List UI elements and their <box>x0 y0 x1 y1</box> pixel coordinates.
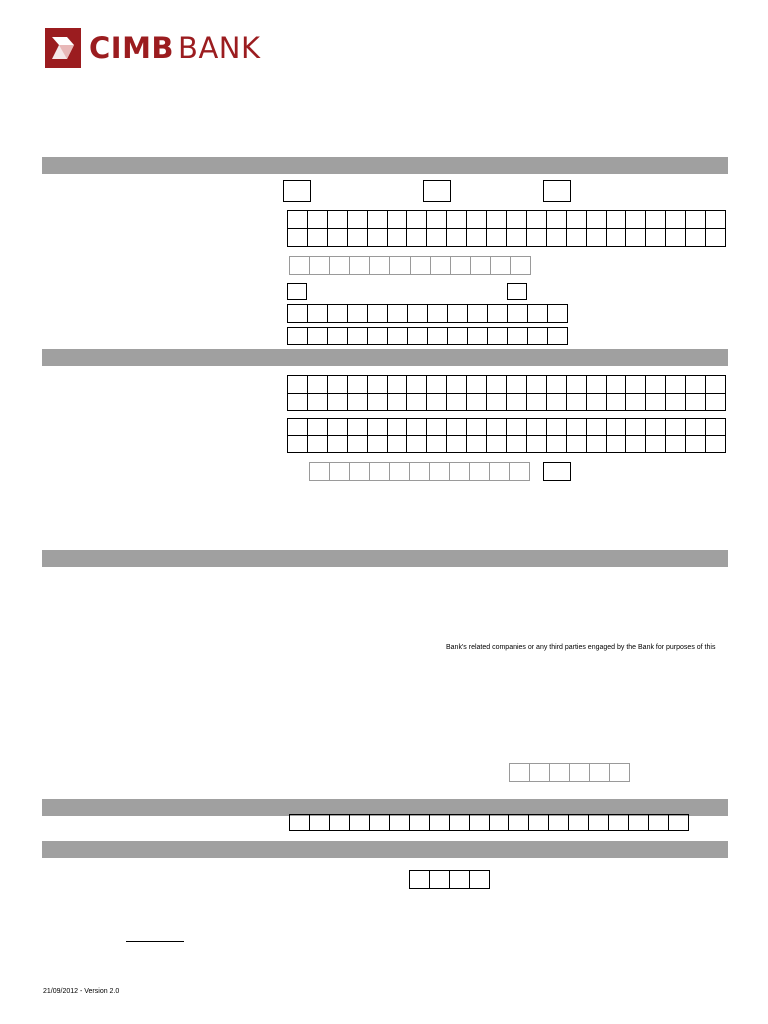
input-cell[interactable] <box>390 815 410 831</box>
input-cell[interactable] <box>407 211 427 229</box>
name-field-grid[interactable] <box>287 210 726 247</box>
input-cell[interactable] <box>407 229 427 247</box>
input-cell[interactable] <box>427 376 447 394</box>
input-cell[interactable] <box>328 328 348 345</box>
input-cell[interactable] <box>527 436 547 453</box>
input-cell[interactable] <box>510 463 530 481</box>
input-cell[interactable] <box>328 436 348 453</box>
input-cell[interactable] <box>587 211 607 229</box>
input-cell[interactable] <box>666 376 686 394</box>
input-cell[interactable] <box>310 463 330 481</box>
input-cell[interactable] <box>288 436 308 453</box>
input-cell[interactable] <box>570 764 590 782</box>
signature-line[interactable] <box>126 941 184 942</box>
input-cell[interactable] <box>666 394 686 412</box>
input-cell[interactable] <box>407 419 427 436</box>
input-cell[interactable] <box>547 394 567 412</box>
input-cell[interactable] <box>350 463 370 481</box>
input-cell[interactable] <box>610 764 630 782</box>
input-cell[interactable] <box>626 376 646 394</box>
input-cell[interactable] <box>646 211 666 229</box>
input-cell[interactable] <box>427 229 447 247</box>
input-cell[interactable] <box>490 463 510 481</box>
input-cell[interactable] <box>408 305 428 323</box>
input-cell[interactable] <box>430 871 450 889</box>
input-cell[interactable] <box>529 815 549 831</box>
input-cell[interactable] <box>507 376 527 394</box>
input-cell[interactable] <box>328 394 348 412</box>
input-cell[interactable] <box>567 436 587 453</box>
input-cell[interactable] <box>508 328 528 345</box>
input-cell[interactable] <box>706 376 726 394</box>
input-cell[interactable] <box>388 376 408 394</box>
input-cell[interactable] <box>390 257 410 275</box>
input-cell[interactable] <box>288 305 308 323</box>
input-cell[interactable] <box>368 305 388 323</box>
input-cell[interactable] <box>407 394 427 412</box>
input-cell[interactable] <box>626 394 646 412</box>
input-cell[interactable] <box>450 463 470 481</box>
input-cell[interactable] <box>288 394 308 412</box>
input-cell[interactable] <box>368 436 388 453</box>
input-cell[interactable] <box>607 419 627 436</box>
input-cell[interactable] <box>487 436 507 453</box>
input-cell[interactable] <box>587 394 607 412</box>
input-cell[interactable] <box>567 211 587 229</box>
input-cell[interactable] <box>587 376 607 394</box>
input-cell[interactable] <box>607 436 627 453</box>
input-cell[interactable] <box>488 305 508 323</box>
input-cell[interactable] <box>288 419 308 436</box>
input-cell[interactable] <box>411 257 431 275</box>
input-cell[interactable] <box>348 229 368 247</box>
address-field-grid-1[interactable] <box>287 375 726 411</box>
field-grid-row-a[interactable] <box>287 304 568 323</box>
input-cell[interactable] <box>470 871 490 889</box>
input-cell[interactable] <box>607 394 627 412</box>
input-cell[interactable] <box>508 305 528 323</box>
input-cell[interactable] <box>470 815 490 831</box>
input-cell[interactable] <box>407 376 427 394</box>
input-cell[interactable] <box>447 229 467 247</box>
input-cell[interactable] <box>527 419 547 436</box>
checkbox-option-6[interactable] <box>543 462 571 481</box>
input-cell[interactable] <box>646 419 666 436</box>
input-cell[interactable] <box>567 229 587 247</box>
input-cell[interactable] <box>567 394 587 412</box>
input-cell[interactable] <box>490 815 510 831</box>
account-number-grid[interactable] <box>289 814 689 831</box>
input-cell[interactable] <box>666 229 686 247</box>
input-cell[interactable] <box>407 436 427 453</box>
input-cell[interactable] <box>388 328 408 345</box>
input-cell[interactable] <box>629 815 649 831</box>
section-2-header-bar <box>42 349 728 366</box>
input-cell[interactable] <box>549 815 569 831</box>
input-cell[interactable] <box>451 257 471 275</box>
input-cell[interactable] <box>507 229 527 247</box>
input-cell[interactable] <box>589 815 609 831</box>
input-cell[interactable] <box>547 211 567 229</box>
input-cell[interactable] <box>587 436 607 453</box>
input-cell[interactable] <box>428 305 448 323</box>
input-cell[interactable] <box>308 305 328 323</box>
input-cell[interactable] <box>548 305 568 323</box>
input-cell[interactable] <box>467 211 487 229</box>
input-cell[interactable] <box>288 328 308 345</box>
input-cell[interactable] <box>467 419 487 436</box>
input-cell[interactable] <box>646 376 666 394</box>
input-cell[interactable] <box>427 436 447 453</box>
input-cell[interactable] <box>368 394 388 412</box>
input-cell[interactable] <box>607 211 627 229</box>
input-cell[interactable] <box>348 376 368 394</box>
input-cell[interactable] <box>328 305 348 323</box>
input-cell[interactable] <box>368 376 388 394</box>
input-cell[interactable] <box>669 815 689 831</box>
input-cell[interactable] <box>390 463 410 481</box>
postcode-field-grid[interactable] <box>309 462 530 481</box>
input-cell[interactable] <box>567 419 587 436</box>
input-cell[interactable] <box>450 871 470 889</box>
input-cell[interactable] <box>530 764 550 782</box>
input-cell[interactable] <box>350 815 370 831</box>
input-cell[interactable] <box>370 257 390 275</box>
input-cell[interactable] <box>507 419 527 436</box>
input-cell[interactable] <box>509 815 529 831</box>
bank-name <box>89 30 261 66</box>
input-cell[interactable] <box>567 376 587 394</box>
input-cell[interactable] <box>447 376 467 394</box>
input-cell[interactable] <box>410 463 430 481</box>
section-1-header-bar <box>42 157 728 174</box>
section-5-header-bar <box>42 841 728 858</box>
input-cell[interactable] <box>507 436 527 453</box>
input-cell[interactable] <box>348 211 368 229</box>
checkbox-option-2[interactable] <box>423 180 451 202</box>
input-cell[interactable] <box>569 815 589 831</box>
input-cell[interactable] <box>348 419 368 436</box>
input-cell[interactable] <box>430 463 450 481</box>
input-cell[interactable] <box>447 211 467 229</box>
input-cell[interactable] <box>427 394 447 412</box>
input-cell[interactable] <box>330 257 350 275</box>
input-cell[interactable] <box>686 376 706 394</box>
checkbox-option-5[interactable] <box>507 283 527 300</box>
input-cell[interactable] <box>510 764 530 782</box>
input-cell[interactable] <box>511 257 531 275</box>
input-cell[interactable] <box>410 815 430 831</box>
input-cell[interactable] <box>527 376 547 394</box>
input-cell[interactable] <box>547 229 567 247</box>
input-cell[interactable] <box>666 436 686 453</box>
input-cell[interactable] <box>590 764 610 782</box>
input-cell[interactable] <box>467 229 487 247</box>
input-cell[interactable] <box>308 229 328 247</box>
input-cell[interactable] <box>450 815 470 831</box>
input-cell[interactable] <box>686 419 706 436</box>
input-cell[interactable] <box>328 229 348 247</box>
input-cell[interactable] <box>308 328 328 345</box>
input-cell[interactable] <box>348 328 368 345</box>
input-cell[interactable] <box>430 815 450 831</box>
input-cell[interactable] <box>528 328 548 345</box>
input-cell[interactable] <box>487 376 507 394</box>
input-cell[interactable] <box>447 419 467 436</box>
input-cell[interactable] <box>330 815 350 831</box>
input-cell[interactable] <box>646 229 666 247</box>
input-cell[interactable] <box>408 328 428 345</box>
input-cell[interactable] <box>666 211 686 229</box>
input-cell[interactable] <box>308 211 328 229</box>
input-cell[interactable] <box>706 211 726 229</box>
input-cell[interactable] <box>626 211 646 229</box>
input-cell[interactable] <box>468 328 488 345</box>
input-cell[interactable] <box>487 229 507 247</box>
input-cell[interactable] <box>388 394 408 412</box>
input-cell[interactable] <box>388 419 408 436</box>
input-cell[interactable] <box>310 815 330 831</box>
input-cell[interactable] <box>587 419 607 436</box>
input-cell[interactable] <box>550 764 570 782</box>
input-cell[interactable] <box>348 394 368 412</box>
input-cell[interactable] <box>507 211 527 229</box>
input-cell[interactable] <box>431 257 451 275</box>
input-cell[interactable] <box>310 257 330 275</box>
checkbox-option-4[interactable] <box>287 283 307 300</box>
address-field-grid-2[interactable] <box>287 418 726 453</box>
input-cell[interactable] <box>488 328 508 345</box>
input-cell[interactable] <box>427 211 447 229</box>
input-cell[interactable] <box>328 419 348 436</box>
input-cell[interactable] <box>447 394 467 412</box>
id-number-field-grid[interactable] <box>289 256 531 275</box>
input-cell[interactable] <box>410 871 430 889</box>
input-cell[interactable] <box>368 419 388 436</box>
checkbox-option-3[interactable] <box>543 180 571 202</box>
input-cell[interactable] <box>388 229 408 247</box>
input-cell[interactable] <box>290 815 310 831</box>
input-cell[interactable] <box>528 305 548 323</box>
input-cell[interactable] <box>666 419 686 436</box>
input-cell[interactable] <box>467 394 487 412</box>
input-cell[interactable] <box>487 419 507 436</box>
input-cell[interactable] <box>290 257 310 275</box>
input-cell[interactable] <box>626 419 646 436</box>
input-cell[interactable] <box>368 229 388 247</box>
input-cell[interactable] <box>706 229 726 247</box>
input-cell[interactable] <box>388 211 408 229</box>
input-cell[interactable] <box>547 419 567 436</box>
input-cell[interactable] <box>288 211 308 229</box>
input-cell[interactable] <box>547 436 567 453</box>
consent-text: Bank's related companies or any third parties engaged by the Bank for purposes of this <box>446 644 716 651</box>
date-field-grid[interactable] <box>509 763 630 782</box>
input-cell[interactable] <box>368 211 388 229</box>
input-cell[interactable] <box>548 328 568 345</box>
input-cell[interactable] <box>487 394 507 412</box>
input-cell[interactable] <box>308 394 328 412</box>
input-cell[interactable] <box>686 211 706 229</box>
section-3-header-bar <box>42 550 728 567</box>
input-cell[interactable] <box>348 305 368 323</box>
input-cell[interactable] <box>649 815 669 831</box>
brand-name-light: BANK <box>178 31 261 65</box>
input-cell[interactable] <box>706 419 726 436</box>
input-cell[interactable] <box>388 305 408 323</box>
input-cell[interactable] <box>370 463 390 481</box>
input-cell[interactable] <box>686 394 706 412</box>
cimb-logo-icon <box>45 28 81 68</box>
input-cell[interactable] <box>527 394 547 412</box>
input-cell[interactable] <box>686 436 706 453</box>
input-cell[interactable] <box>527 229 547 247</box>
input-cell[interactable] <box>487 211 507 229</box>
input-cell[interactable] <box>448 305 468 323</box>
input-cell[interactable] <box>350 257 370 275</box>
input-cell[interactable] <box>587 229 607 247</box>
input-cell[interactable] <box>686 229 706 247</box>
input-cell[interactable] <box>626 229 646 247</box>
code-field-grid[interactable] <box>409 870 490 889</box>
input-cell[interactable] <box>308 436 328 453</box>
input-cell[interactable] <box>468 305 488 323</box>
input-cell[interactable] <box>471 257 491 275</box>
input-cell[interactable] <box>330 463 350 481</box>
input-cell[interactable] <box>467 376 487 394</box>
input-cell[interactable] <box>626 436 646 453</box>
input-cell[interactable] <box>428 328 448 345</box>
checkbox-option-1[interactable] <box>283 180 311 202</box>
input-cell[interactable] <box>527 211 547 229</box>
input-cell[interactable] <box>308 376 328 394</box>
input-cell[interactable] <box>706 436 726 453</box>
input-cell[interactable] <box>607 229 627 247</box>
input-cell[interactable] <box>427 419 447 436</box>
brand-name-bold: CIMB <box>89 31 175 65</box>
input-cell[interactable] <box>547 376 567 394</box>
input-cell[interactable] <box>491 257 511 275</box>
input-cell[interactable] <box>288 229 308 247</box>
input-cell[interactable] <box>706 394 726 412</box>
input-cell[interactable] <box>646 394 666 412</box>
field-grid-row-b[interactable] <box>287 327 568 345</box>
input-cell[interactable] <box>370 815 390 831</box>
input-cell[interactable] <box>308 419 328 436</box>
input-cell[interactable] <box>448 328 468 345</box>
input-cell[interactable] <box>646 436 666 453</box>
input-cell[interactable] <box>607 376 627 394</box>
input-cell[interactable] <box>328 376 348 394</box>
input-cell[interactable] <box>328 211 348 229</box>
input-cell[interactable] <box>368 328 388 345</box>
input-cell[interactable] <box>470 463 490 481</box>
input-cell[interactable] <box>507 394 527 412</box>
input-cell[interactable] <box>609 815 629 831</box>
input-cell[interactable] <box>447 436 467 453</box>
input-cell[interactable] <box>288 376 308 394</box>
input-cell[interactable] <box>348 436 368 453</box>
footer-version: 21/09/2012 - Version 2.0 <box>43 988 120 995</box>
input-cell[interactable] <box>388 436 408 453</box>
input-cell[interactable] <box>467 436 487 453</box>
